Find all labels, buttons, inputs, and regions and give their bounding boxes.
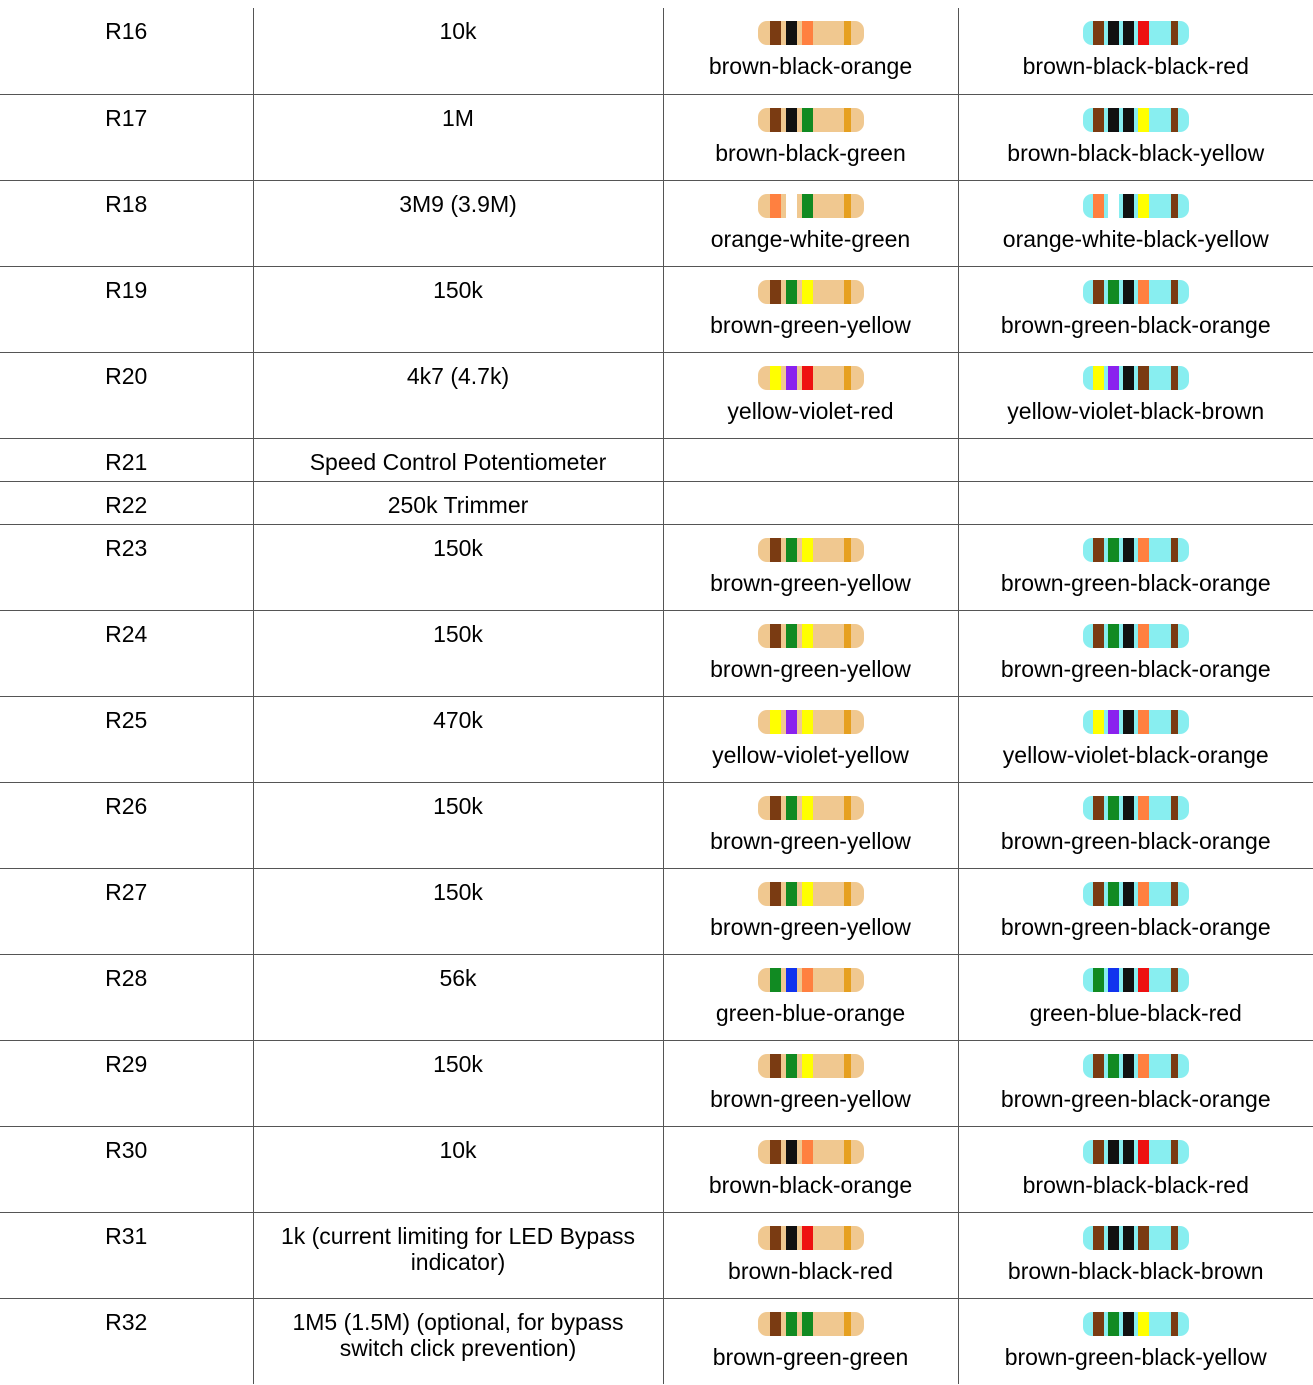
color-band: [802, 1312, 813, 1336]
color-band: [1138, 1312, 1149, 1336]
color-code-4-band-cell: [663, 180, 958, 266]
color-band: [1108, 710, 1119, 734]
table-row: [0, 94, 1313, 180]
color-band: [770, 1140, 781, 1164]
color-band: [1138, 1140, 1149, 1164]
resistor-5-band-icon: [1081, 364, 1191, 392]
value-cell: 250k Trimmer: [253, 481, 663, 524]
designator-cell: R28: [0, 954, 253, 1040]
table-body: [0, 8, 1313, 1384]
resistor-4-band-icon: [756, 536, 866, 564]
resistor-5-band-icon: [1081, 1224, 1191, 1252]
color-band: [1123, 968, 1134, 992]
color-band: [1093, 796, 1104, 820]
color-band: [770, 1226, 781, 1250]
resistor-4-band-icon: [756, 1052, 866, 1080]
color-code-4-band-cell: [663, 266, 958, 352]
color-band: [786, 882, 797, 906]
resistor-5-band-icon: [1081, 622, 1191, 650]
resistor-4-band-icon: [756, 622, 866, 650]
resistor-5-band-icon: [1081, 1052, 1191, 1080]
color-band: [1138, 624, 1149, 648]
table-row: [0, 266, 1313, 352]
color-code-4-band-cell: [663, 438, 958, 481]
resistor-5-band-icon: [1081, 966, 1191, 994]
resistor-5-band-icon: [1081, 192, 1191, 220]
tolerance-band: [844, 796, 851, 820]
color-band: [802, 624, 813, 648]
color-band: [1123, 796, 1134, 820]
color-band: [802, 538, 813, 562]
designator-cell: R27: [0, 868, 253, 954]
color-band: [1123, 624, 1134, 648]
color-band: [1123, 1226, 1134, 1250]
color-band: [786, 968, 797, 992]
tolerance-band: [1171, 882, 1178, 906]
color-band: [802, 1054, 813, 1078]
color-code-5-band-cell: [958, 1040, 1313, 1126]
color-code-label: brown-green-black-orange: [1000, 1085, 1271, 1112]
color-band: [770, 366, 781, 390]
tolerance-band: [1171, 21, 1178, 45]
color-code-label: yellow-violet-red: [727, 397, 894, 424]
color-band: [1093, 1140, 1104, 1164]
color-band: [1108, 194, 1119, 218]
color-code-5-band-cell: [958, 868, 1313, 954]
tolerance-band: [844, 1312, 851, 1336]
color-code-5-band-cell: [958, 1212, 1313, 1298]
color-code-5-band-cell: [958, 438, 1313, 481]
color-band: [786, 194, 797, 218]
resistor-4-band-icon: [756, 364, 866, 392]
color-band: [802, 882, 813, 906]
tolerance-band: [844, 1054, 851, 1078]
color-band: [802, 1226, 813, 1250]
tolerance-band: [1171, 1226, 1178, 1250]
color-code-label: brown-green-yellow: [710, 655, 911, 682]
tolerance-band: [844, 968, 851, 992]
color-band: [1108, 624, 1119, 648]
color-band: [1093, 280, 1104, 304]
color-code-label: brown-black-red: [728, 1257, 893, 1284]
color-band: [1138, 21, 1149, 45]
color-code-label: green-blue-orange: [715, 999, 906, 1026]
resistor-5-band-icon: [1081, 708, 1191, 736]
color-code-5-band-cell: [958, 524, 1313, 610]
designator-cell: R16: [0, 8, 253, 94]
color-band: [1093, 624, 1104, 648]
color-band: [1108, 1054, 1119, 1078]
color-code-label: brown-black-black-yellow: [1007, 139, 1265, 166]
tolerance-band: [1171, 796, 1178, 820]
value-cell: 150k: [253, 1040, 663, 1126]
color-code-label: yellow-violet-yellow: [712, 741, 909, 768]
color-band: [802, 968, 813, 992]
color-band: [786, 1140, 797, 1164]
color-band: [770, 538, 781, 562]
table-row: [0, 352, 1313, 438]
color-code-4-band-cell: [663, 352, 958, 438]
color-band: [1108, 882, 1119, 906]
value-cell: 1M: [253, 94, 663, 180]
tolerance-band: [1171, 968, 1178, 992]
value-cell: 150k: [253, 782, 663, 868]
color-code-5-band-cell: [958, 481, 1313, 524]
resistor-5-band-icon: [1081, 1138, 1191, 1166]
color-code-label: yellow-violet-black-orange: [1002, 741, 1269, 768]
color-band: [1138, 538, 1149, 562]
tolerance-band: [844, 710, 851, 734]
color-code-5-band-cell: [958, 1126, 1313, 1212]
color-code-label: orange-white-green: [710, 225, 911, 252]
resistor-4-band-icon: [756, 278, 866, 306]
color-band: [786, 796, 797, 820]
color-band: [1108, 796, 1119, 820]
tolerance-band: [1171, 108, 1178, 132]
color-code-label: brown-green-yellow: [710, 1085, 911, 1112]
color-band: [770, 796, 781, 820]
color-code-5-band-cell: [958, 696, 1313, 782]
color-band: [786, 1226, 797, 1250]
color-code-5-band-cell: [958, 954, 1313, 1040]
color-band: [1093, 710, 1104, 734]
color-code-4-band-cell: [663, 94, 958, 180]
tolerance-band: [1171, 624, 1178, 648]
color-code-label: brown-black-green: [715, 139, 906, 166]
designator-cell: R21: [0, 438, 253, 481]
table-row: [0, 524, 1313, 610]
resistor-4-band-icon: [756, 1224, 866, 1252]
color-band: [786, 624, 797, 648]
color-band: [1138, 968, 1149, 992]
color-code-label: brown-black-orange: [708, 53, 913, 79]
color-band: [786, 21, 797, 45]
tolerance-band: [1171, 1054, 1178, 1078]
table-row: [0, 8, 1313, 94]
designator-cell: R23: [0, 524, 253, 610]
color-band: [1108, 21, 1119, 45]
color-band: [1108, 108, 1119, 132]
table-row: [0, 1040, 1313, 1126]
color-band: [1138, 796, 1149, 820]
table-row: [0, 180, 1313, 266]
tolerance-band: [1171, 710, 1178, 734]
color-band: [786, 108, 797, 132]
resistor-5-band-icon: [1081, 106, 1191, 134]
color-band: [1108, 366, 1119, 390]
value-cell: 1M5 (1.5M) (optional, for bypass switch click prevention): [253, 1298, 663, 1384]
tolerance-band: [844, 1226, 851, 1250]
resistor-4-band-icon: [756, 1138, 866, 1166]
designator-cell: R31: [0, 1212, 253, 1298]
color-band: [786, 538, 797, 562]
tolerance-band: [844, 366, 851, 390]
color-band: [1093, 1054, 1104, 1078]
table-row: [0, 1298, 1313, 1384]
color-band: [1093, 21, 1104, 45]
color-band: [1123, 366, 1134, 390]
table-row: [0, 438, 1313, 481]
color-band: [770, 710, 781, 734]
color-band: [1123, 538, 1134, 562]
color-band: [770, 108, 781, 132]
value-cell: Speed Control Potentiometer: [253, 438, 663, 481]
color-code-label: brown-green-black-yellow: [1004, 1343, 1267, 1370]
color-code-4-band-cell: [663, 8, 958, 94]
resistor-5-band-icon: [1081, 794, 1191, 822]
table-row: [0, 868, 1313, 954]
tolerance-band: [1171, 1312, 1178, 1336]
color-code-4-band-cell: [663, 782, 958, 868]
color-code-4-band-cell: [663, 1298, 958, 1384]
tolerance-band: [1171, 194, 1178, 218]
designator-cell: R18: [0, 180, 253, 266]
table-row: [0, 481, 1313, 524]
color-code-4-band-cell: [663, 610, 958, 696]
color-band: [802, 796, 813, 820]
color-band: [1138, 366, 1149, 390]
color-band: [1093, 1312, 1104, 1336]
color-band: [770, 1054, 781, 1078]
table-row: [0, 782, 1313, 868]
table-row: [0, 696, 1313, 782]
color-band: [1108, 1226, 1119, 1250]
color-band: [1138, 1226, 1149, 1250]
color-band: [1108, 1140, 1119, 1164]
resistor-table: [0, 8, 1313, 1384]
color-band: [1093, 882, 1104, 906]
resistor-5-band-icon: [1081, 19, 1191, 47]
tolerance-band: [844, 280, 851, 304]
color-band: [802, 366, 813, 390]
color-band: [786, 1312, 797, 1336]
color-code-4-band-cell: [663, 1126, 958, 1212]
color-band: [786, 366, 797, 390]
resistor-4-band-icon: [756, 794, 866, 822]
designator-cell: R29: [0, 1040, 253, 1126]
color-code-label: yellow-violet-black-brown: [1007, 397, 1265, 424]
color-band: [1093, 1226, 1104, 1250]
tolerance-band: [844, 21, 851, 45]
designator-cell: R24: [0, 610, 253, 696]
table-row: [0, 610, 1313, 696]
color-code-5-band-cell: [958, 352, 1313, 438]
color-band: [1138, 108, 1149, 132]
color-band: [802, 280, 813, 304]
value-cell: 150k: [253, 266, 663, 352]
tolerance-band: [1171, 366, 1178, 390]
resistor-4-band-icon: [756, 708, 866, 736]
color-band: [1138, 710, 1149, 734]
color-code-label: brown-green-yellow: [710, 569, 911, 596]
color-band: [1138, 194, 1149, 218]
designator-cell: R32: [0, 1298, 253, 1384]
color-code-label: brown-green-green: [712, 1343, 909, 1370]
color-band: [1108, 280, 1119, 304]
color-code-5-band-cell: [958, 180, 1313, 266]
color-code-label: brown-green-yellow: [710, 913, 911, 940]
color-band: [802, 710, 813, 734]
color-band: [770, 1312, 781, 1336]
color-code-label: green-blue-black-red: [1029, 999, 1242, 1026]
color-band: [802, 108, 813, 132]
color-code-label: brown-green-yellow: [710, 311, 911, 338]
color-code-4-band-cell: [663, 1212, 958, 1298]
value-cell: 4k7 (4.7k): [253, 352, 663, 438]
color-code-4-band-cell: [663, 1040, 958, 1126]
designator-cell: R20: [0, 352, 253, 438]
color-band: [1123, 21, 1134, 45]
table-row: [0, 954, 1313, 1040]
color-band: [770, 280, 781, 304]
color-band: [1123, 1312, 1134, 1336]
resistor-4-band-icon: [756, 19, 866, 47]
color-code-5-band-cell: [958, 610, 1313, 696]
color-code-4-band-cell: [663, 696, 958, 782]
tolerance-band: [1171, 1140, 1178, 1164]
color-code-label: brown-green-black-orange: [1000, 827, 1271, 854]
value-cell: 1k (current limiting for LED Bypass indicator): [253, 1212, 663, 1298]
color-band: [1093, 366, 1104, 390]
color-code-label: orange-white-black-yellow: [1002, 225, 1269, 252]
color-band: [1093, 538, 1104, 562]
color-code-label: brown-black-black-brown: [1007, 1257, 1264, 1284]
color-band: [770, 624, 781, 648]
color-band: [770, 21, 781, 45]
color-band: [1108, 538, 1119, 562]
color-band: [1108, 1312, 1119, 1336]
resistor-4-band-icon: [756, 192, 866, 220]
value-cell: 150k: [253, 524, 663, 610]
resistor-5-band-icon: [1081, 880, 1191, 908]
color-band: [1123, 1140, 1134, 1164]
resistor-5-band-icon: [1081, 278, 1191, 306]
table-row: [0, 1126, 1313, 1212]
designator-cell: R30: [0, 1126, 253, 1212]
resistor-5-band-icon: [1081, 1310, 1191, 1338]
color-code-5-band-cell: [958, 782, 1313, 868]
color-band: [1138, 1054, 1149, 1078]
color-band: [786, 1054, 797, 1078]
value-cell: 56k: [253, 954, 663, 1040]
resistor-5-band-icon: [1081, 536, 1191, 564]
color-code-label: brown-black-black-red: [1022, 1171, 1249, 1198]
color-code-label: brown-black-black-red: [1022, 53, 1249, 79]
tolerance-band: [1171, 538, 1178, 562]
color-code-label: brown-green-black-orange: [1000, 311, 1271, 338]
value-cell: 10k: [253, 8, 663, 94]
designator-cell: R19: [0, 266, 253, 352]
designator-cell: R17: [0, 94, 253, 180]
value-cell: 10k: [253, 1126, 663, 1212]
color-band: [1093, 194, 1104, 218]
color-code-label: brown-black-orange: [708, 1171, 913, 1198]
color-code-label: brown-green-black-orange: [1000, 655, 1271, 682]
color-band: [770, 968, 781, 992]
color-band: [1108, 968, 1119, 992]
resistor-4-band-icon: [756, 880, 866, 908]
color-code-label: brown-green-yellow: [710, 827, 911, 854]
color-code-5-band-cell: [958, 94, 1313, 180]
tolerance-band: [844, 624, 851, 648]
color-code-5-band-cell: [958, 8, 1313, 94]
value-cell: 150k: [253, 868, 663, 954]
tolerance-band: [844, 194, 851, 218]
color-band: [802, 194, 813, 218]
resistor-4-band-icon: [756, 966, 866, 994]
value-cell: 3M9 (3.9M): [253, 180, 663, 266]
color-band: [1123, 108, 1134, 132]
color-code-4-band-cell: [663, 524, 958, 610]
color-band: [1123, 194, 1134, 218]
tolerance-band: [844, 1140, 851, 1164]
color-band: [1123, 710, 1134, 734]
resistor-4-band-icon: [756, 1310, 866, 1338]
color-band: [786, 710, 797, 734]
color-band: [802, 21, 813, 45]
color-code-4-band-cell: [663, 954, 958, 1040]
designator-cell: R26: [0, 782, 253, 868]
designator-cell: R25: [0, 696, 253, 782]
color-code-4-band-cell: [663, 868, 958, 954]
tolerance-band: [844, 882, 851, 906]
table-row: [0, 1212, 1313, 1298]
color-band: [770, 882, 781, 906]
tolerance-band: [844, 538, 851, 562]
color-band: [1123, 1054, 1134, 1078]
color-band: [1123, 280, 1134, 304]
color-band: [1093, 108, 1104, 132]
color-code-5-band-cell: [958, 266, 1313, 352]
tolerance-band: [844, 108, 851, 132]
designator-cell: R22: [0, 481, 253, 524]
color-code-label: brown-green-black-orange: [1000, 913, 1271, 940]
color-band: [1138, 280, 1149, 304]
color-band: [770, 194, 781, 218]
value-cell: 150k: [253, 610, 663, 696]
value-cell: 470k: [253, 696, 663, 782]
color-code-5-band-cell: [958, 1298, 1313, 1384]
resistor-4-band-icon: [756, 106, 866, 134]
color-code-4-band-cell: [663, 481, 958, 524]
color-band: [802, 1140, 813, 1164]
color-band: [1123, 882, 1134, 906]
color-band: [1093, 968, 1104, 992]
color-band: [786, 280, 797, 304]
tolerance-band: [1171, 280, 1178, 304]
color-band: [1138, 882, 1149, 906]
color-code-label: brown-green-black-orange: [1000, 569, 1271, 596]
